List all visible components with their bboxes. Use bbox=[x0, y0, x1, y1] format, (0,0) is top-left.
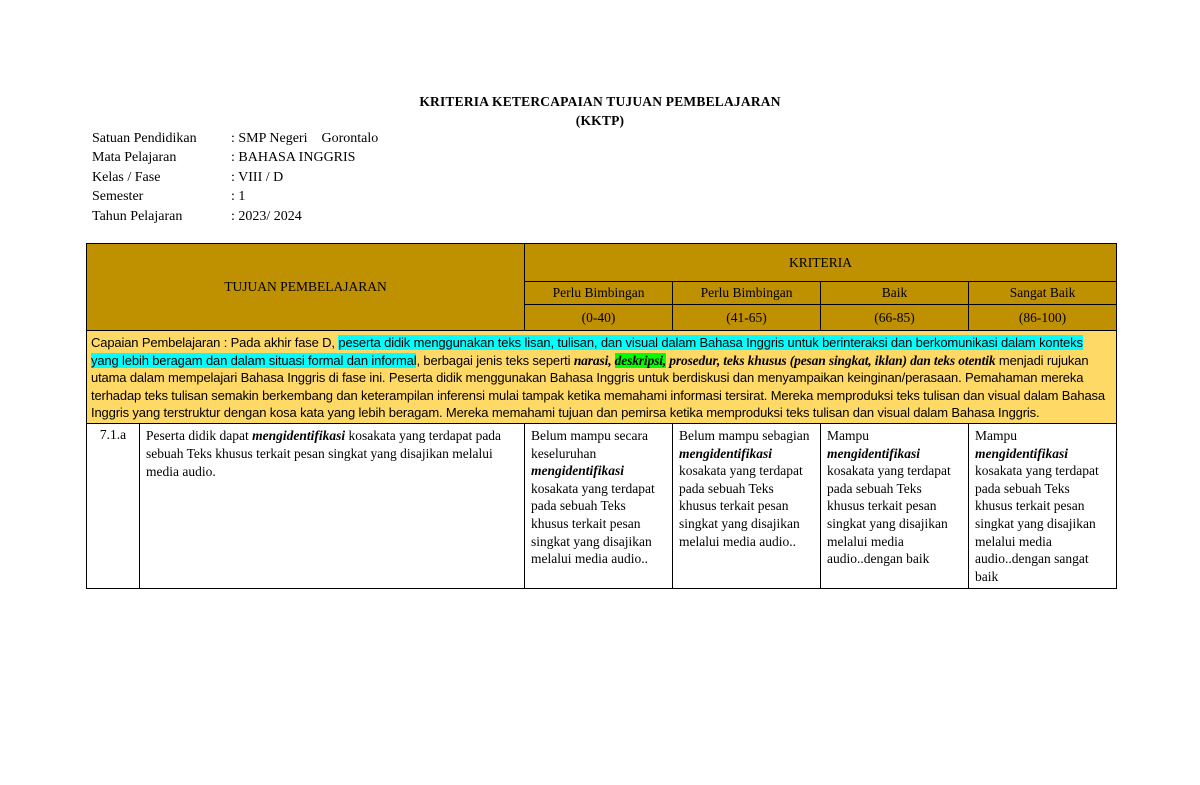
criteria-cell-4 bbox=[969, 423, 1117, 588]
meta-value: : 1 bbox=[231, 189, 246, 205]
meta-value: : 2023/ 2024 bbox=[231, 208, 302, 224]
level-range: (86-100) bbox=[969, 305, 1117, 331]
meta-label: Mata Pelajaran bbox=[92, 150, 177, 166]
goal-text bbox=[140, 423, 525, 588]
meta-row-kelas bbox=[92, 168, 378, 187]
document-title: KRITERIA KETERCAPAIAN TUJUAN PEMBELAJARAN bbox=[419, 94, 781, 109]
capaian-pembelajaran bbox=[87, 331, 1117, 424]
criteria-header: KRITERIA bbox=[525, 244, 1117, 282]
cp-emphasis: prosedur, teks khusus (pesan singkat, iklan) dan teks otentik bbox=[666, 352, 996, 368]
meta-row-satuan bbox=[92, 129, 378, 148]
criteria-keyword: mengidentifikasi bbox=[975, 445, 1069, 461]
level-label: Sangat Baik bbox=[969, 282, 1117, 305]
meta-row-mapel bbox=[92, 148, 378, 167]
criteria-text: Belum mampu secara keseluruhan bbox=[531, 427, 648, 461]
goal-header: TUJUAN PEMBELAJARAN bbox=[87, 244, 525, 331]
meta-row-semester bbox=[92, 187, 378, 206]
level-label: Perlu Bimbingan bbox=[525, 282, 673, 305]
criteria-cell-1 bbox=[525, 423, 673, 588]
goal-text-part: Peserta didik dapat bbox=[146, 427, 253, 443]
criteria-cell-3 bbox=[821, 423, 969, 588]
criteria-keyword: mengidentifikasi bbox=[827, 445, 921, 461]
document-subtitle: (KKTP) bbox=[575, 113, 625, 128]
meta-label: Semester bbox=[92, 189, 144, 205]
cp-text: menjadi rujukan utama dalam mempelajari Bahasa Inggris di fase ini. Peserta didik menggunakan Bahasa Inggris untuk berdiskusi dan menyampaikan keinginan/perasaan. Pemahaman mereka terhadap teks tulisan semakin berkembang dan keterampilan inferensi mulai tampak ketika memahami informasi tersirat. Mereka memproduksi teks tulisan dan visual dalam Bahasa Inggris yang terstruktur dengan kosa kata yang lebih beragam. Mereka memahami tujuan dan pemirsa ketika memproduksi teks tulisan dan visual dalam Bahasa Inggris. bbox=[91, 352, 1105, 421]
goal-number: 7.1.a bbox=[87, 423, 140, 588]
criteria-text: Mampu bbox=[975, 427, 1018, 443]
goal-keyword: mengidentifikasi bbox=[252, 427, 346, 443]
criteria-text: kosakata yang terdapat pada sebuah Teks khusus terkait pesan singkat yang disajikan melalui media audio.. bbox=[531, 480, 655, 567]
meta-value: : VIII / D bbox=[231, 169, 284, 185]
cp-highlight-cyan: peserta didik menggunakan teks lisan, tulisan, dan visual dalam Bahasa Inggris untuk berinteraksi dan berkomunikasi dalam konteks yang lebih beragam dan dalam situasi formal dan informal bbox=[91, 335, 1083, 368]
criteria-cell-2 bbox=[673, 423, 821, 588]
meta-label: Tahun Pelajaran bbox=[92, 208, 183, 224]
meta-value: : BAHASA INGGRIS bbox=[231, 150, 356, 166]
level-range: (0-40) bbox=[525, 305, 673, 331]
meta-value: : SMP Negeri Gorontalo bbox=[231, 131, 379, 146]
level-range: (41-65) bbox=[673, 305, 821, 331]
criteria-text: kosakata yang terdapat pada sebuah Teks khusus terkait pesan singkat yang disajikan melalui media audio.. bbox=[679, 463, 803, 549]
kktp-table bbox=[86, 243, 1117, 589]
cp-emphasis: narasi, bbox=[573, 352, 615, 368]
criteria-keyword: mengidentifikasi bbox=[679, 445, 773, 461]
criteria-text: kosakata yang terdapat pada sebuah Teks khusus terkait pesan singkat yang disajikan melalui media audio..dengan sangat baik bbox=[975, 463, 1099, 584]
criteria-keyword: mengidentifikasi bbox=[531, 463, 625, 479]
cp-highlight-green: deskripsi, bbox=[614, 352, 667, 368]
meta-label: Satuan Pendidikan bbox=[92, 131, 197, 146]
identity-block bbox=[92, 129, 378, 226]
goal-text-part: kosakata yang terdapat pada sebuah Teks khusus terkait pesan singkat yang disajikan melalui media audio. bbox=[146, 427, 502, 479]
level-range: (66-85) bbox=[821, 305, 969, 331]
meta-label: Kelas / Fase bbox=[92, 169, 161, 185]
cp-text: , berbagai jenis teks seperti bbox=[416, 352, 574, 368]
cp-text: Capaian Pembelajaran : Pada akhir fase D, bbox=[91, 335, 339, 350]
criteria-text: Belum mampu sebagian bbox=[679, 427, 810, 443]
level-label: Perlu Bimbingan bbox=[673, 282, 821, 305]
level-label: Baik bbox=[821, 282, 969, 305]
meta-row-tahun bbox=[92, 207, 378, 226]
criteria-text: kosakata yang terdapat pada sebuah Teks khusus terkait pesan singkat yang disajikan melalui media audio..dengan baik bbox=[827, 463, 951, 567]
criteria-text: Mampu bbox=[827, 427, 870, 443]
